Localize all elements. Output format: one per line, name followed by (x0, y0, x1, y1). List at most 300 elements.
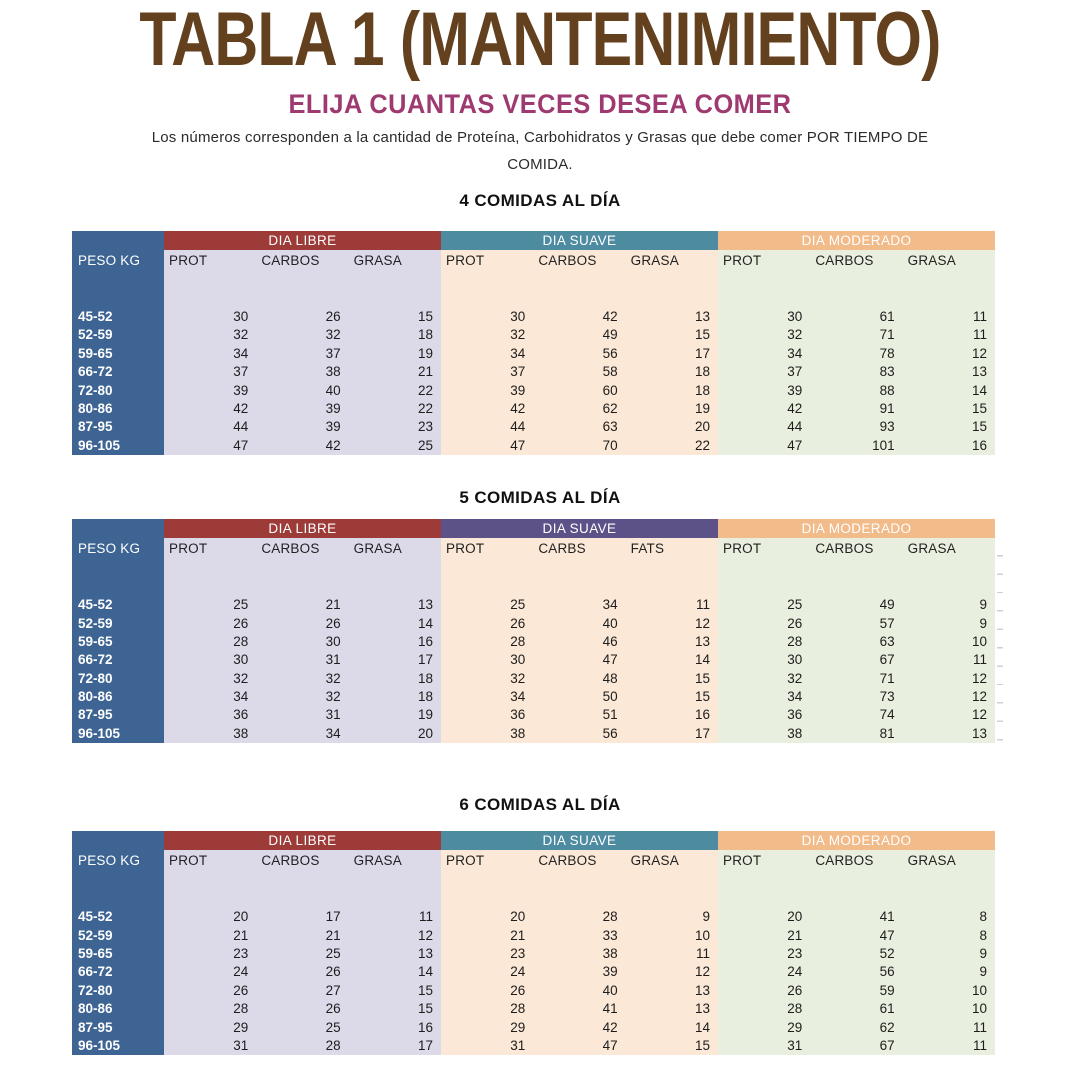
gap-cell (718, 872, 995, 908)
value-cell: 31 (256, 651, 348, 669)
value-cell: 34 (533, 596, 625, 614)
value-cell: 11 (626, 596, 718, 614)
value-cell: 25 (718, 596, 810, 614)
value-cell: 25 (256, 1019, 348, 1037)
value-cell: 23 (441, 945, 533, 963)
value-cell: 42 (441, 400, 533, 418)
value-cell: 9 (903, 615, 995, 633)
value-cell: 58 (533, 363, 625, 381)
value-cell: 30 (441, 651, 533, 669)
weight-range-cell: 72-80 (72, 670, 164, 688)
value-cell: 28 (718, 1000, 810, 1018)
value-cell: 40 (256, 382, 348, 400)
value-cell: 36 (441, 706, 533, 724)
value-cell: 39 (533, 963, 625, 981)
value-cell: 30 (164, 308, 256, 326)
weight-range-cell: 59-65 (72, 633, 164, 651)
value-cell: 28 (718, 633, 810, 651)
page-title: TABLA 1 (MANTENIMIENTO) (139, 0, 941, 82)
value-cell: 40 (533, 615, 625, 633)
value-cell: 42 (533, 1019, 625, 1037)
day-band-header: DIA LIBRE (164, 831, 441, 850)
value-cell: 38 (256, 363, 348, 381)
value-cell: 26 (256, 1000, 348, 1018)
day-band-header: DIA LIBRE (164, 519, 441, 538)
value-cell: 32 (441, 326, 533, 344)
value-cell: 16 (903, 437, 995, 455)
value-cell: 9 (903, 945, 995, 963)
value-cell: 17 (626, 345, 718, 363)
value-cell: 26 (441, 982, 533, 1000)
value-cell: 13 (349, 596, 441, 614)
value-cell: 17 (626, 725, 718, 743)
value-cell: 11 (903, 651, 995, 669)
weight-range-cell: 80-86 (72, 688, 164, 706)
value-cell: 93 (810, 418, 902, 436)
value-cell: 56 (810, 963, 902, 981)
column-header: PROT (718, 538, 810, 560)
value-cell: 15 (626, 326, 718, 344)
value-cell: 44 (718, 418, 810, 436)
value-cell: 47 (164, 437, 256, 455)
nutrition-table-6-comidas (72, 831, 995, 1055)
value-cell: 63 (810, 633, 902, 651)
column-header: PROT (718, 250, 810, 272)
value-cell: 14 (349, 615, 441, 633)
value-cell: 13 (903, 725, 995, 743)
table-heading-5-comidas: 5 COMIDAS AL DÍA (459, 488, 621, 508)
value-cell: 57 (810, 615, 902, 633)
weight-range-cell: 66-72 (72, 363, 164, 381)
weight-range-cell: 96-105 (72, 725, 164, 743)
weight-range-cell: 52-59 (72, 615, 164, 633)
value-cell: 74 (810, 706, 902, 724)
value-cell: 16 (349, 1019, 441, 1037)
column-header: PROT (441, 250, 533, 272)
weight-range-cell: 80-86 (72, 1000, 164, 1018)
value-cell: 31 (256, 706, 348, 724)
gap-cell (441, 560, 718, 596)
value-cell: 38 (164, 725, 256, 743)
column-header: GRASA (626, 250, 718, 272)
day-band-header: DIA SUAVE (441, 831, 718, 850)
value-cell: 10 (903, 1000, 995, 1018)
value-cell: 32 (256, 670, 348, 688)
value-cell: 25 (349, 437, 441, 455)
value-cell: 18 (349, 670, 441, 688)
value-cell: 19 (349, 345, 441, 363)
column-header: CARBOS (533, 850, 625, 872)
value-cell: 26 (718, 615, 810, 633)
value-cell: 31 (718, 1037, 810, 1055)
value-cell: 14 (626, 651, 718, 669)
value-cell: 15 (626, 688, 718, 706)
value-cell: 20 (441, 908, 533, 926)
value-cell: 24 (718, 963, 810, 981)
day-band-header: DIA SUAVE (441, 231, 718, 250)
value-cell: 21 (718, 927, 810, 945)
value-cell: 32 (164, 670, 256, 688)
value-cell: 13 (626, 1000, 718, 1018)
value-cell: 60 (533, 382, 625, 400)
value-cell: 34 (256, 725, 348, 743)
weight-range-cell: 80-86 (72, 400, 164, 418)
value-cell: 30 (164, 651, 256, 669)
value-cell: 31 (164, 1037, 256, 1055)
value-cell: 28 (441, 1000, 533, 1018)
value-cell: 10 (903, 633, 995, 651)
value-cell: 39 (256, 418, 348, 436)
value-cell: 23 (718, 945, 810, 963)
value-cell: 59 (810, 982, 902, 1000)
value-cell: 29 (441, 1019, 533, 1037)
value-cell: 42 (164, 400, 256, 418)
value-cell: 15 (903, 418, 995, 436)
value-cell: 8 (903, 927, 995, 945)
value-cell: 23 (164, 945, 256, 963)
value-cell: 16 (626, 706, 718, 724)
value-cell: 18 (626, 382, 718, 400)
value-cell: 13 (349, 945, 441, 963)
corner-cell (72, 831, 164, 850)
value-cell: 8 (903, 908, 995, 926)
weight-range-cell: 87-95 (72, 1019, 164, 1037)
value-cell: 34 (718, 688, 810, 706)
value-cell: 26 (164, 982, 256, 1000)
value-cell: 14 (349, 963, 441, 981)
column-header: GRASA (626, 850, 718, 872)
value-cell: 34 (441, 345, 533, 363)
value-cell: 17 (349, 651, 441, 669)
gap-cell (72, 272, 164, 308)
value-cell: 36 (718, 706, 810, 724)
value-cell: 26 (256, 615, 348, 633)
column-header: GRASA (349, 538, 441, 560)
column-header: PROT (164, 850, 256, 872)
weight-range-cell: 72-80 (72, 382, 164, 400)
value-cell: 15 (903, 400, 995, 418)
value-cell: 11 (626, 945, 718, 963)
value-cell: 71 (810, 670, 902, 688)
value-cell: 37 (441, 363, 533, 381)
value-cell: 28 (441, 633, 533, 651)
value-cell: 36 (164, 706, 256, 724)
value-cell: 20 (349, 725, 441, 743)
column-header: PROT (441, 538, 533, 560)
value-cell: 56 (533, 345, 625, 363)
value-cell: 83 (810, 363, 902, 381)
column-header: GRASA (903, 538, 995, 560)
value-cell: 19 (626, 400, 718, 418)
column-header: CARBS (533, 538, 625, 560)
weight-range-cell: 45-52 (72, 908, 164, 926)
column-header: GRASA (349, 250, 441, 272)
corner-cell (72, 231, 164, 250)
value-cell: 9 (903, 596, 995, 614)
value-cell: 38 (441, 725, 533, 743)
column-header: CARBOS (256, 538, 348, 560)
gap-cell (718, 272, 995, 308)
value-cell: 81 (810, 725, 902, 743)
column-header: CARBOS (256, 850, 348, 872)
value-cell: 12 (903, 670, 995, 688)
value-cell: 40 (533, 982, 625, 1000)
value-cell: 47 (441, 437, 533, 455)
weight-range-cell: 45-52 (72, 596, 164, 614)
weight-range-cell: 52-59 (72, 927, 164, 945)
peso-kg-header: PESO KG (72, 538, 164, 560)
value-cell: 67 (810, 1037, 902, 1055)
gap-cell (441, 872, 718, 908)
value-cell: 32 (441, 670, 533, 688)
gap-cell (164, 872, 441, 908)
value-cell: 56 (533, 725, 625, 743)
value-cell: 39 (164, 382, 256, 400)
value-cell: 44 (441, 418, 533, 436)
column-header: PROT (718, 850, 810, 872)
value-cell: 26 (164, 615, 256, 633)
gap-cell (72, 872, 164, 908)
value-cell: 51 (533, 706, 625, 724)
page-subtitle: ELIJA CUANTAS VECES DESEA COMER (288, 89, 792, 119)
column-header: CARBOS (810, 250, 902, 272)
value-cell: 52 (810, 945, 902, 963)
gap-cell (718, 560, 995, 596)
value-cell: 24 (441, 963, 533, 981)
column-header: CARBOS (810, 850, 902, 872)
weight-range-cell: 52-59 (72, 326, 164, 344)
value-cell: 30 (718, 651, 810, 669)
value-cell: 32 (256, 326, 348, 344)
day-band-header: DIA LIBRE (164, 231, 441, 250)
column-header: PROT (164, 250, 256, 272)
column-header: FATS (626, 538, 718, 560)
gap-cell (72, 560, 164, 596)
value-cell: 49 (810, 596, 902, 614)
value-cell: 22 (349, 400, 441, 418)
value-cell: 48 (533, 670, 625, 688)
value-cell: 42 (533, 308, 625, 326)
value-cell: 24 (164, 963, 256, 981)
value-cell: 20 (718, 908, 810, 926)
value-cell: 28 (256, 1037, 348, 1055)
value-cell: 21 (256, 596, 348, 614)
weight-range-cell: 59-65 (72, 345, 164, 363)
value-cell: 39 (718, 382, 810, 400)
value-cell: 25 (441, 596, 533, 614)
value-cell: 21 (256, 927, 348, 945)
weight-range-cell: 66-72 (72, 651, 164, 669)
column-header: CARBOS (533, 250, 625, 272)
value-cell: 32 (718, 670, 810, 688)
value-cell: 15 (349, 1000, 441, 1018)
value-cell: 22 (349, 382, 441, 400)
value-cell: 32 (164, 326, 256, 344)
nutrition-table-5-comidas (72, 519, 995, 743)
value-cell: 39 (256, 400, 348, 418)
weight-range-cell: 66-72 (72, 963, 164, 981)
value-cell: 41 (533, 1000, 625, 1018)
value-cell: 63 (533, 418, 625, 436)
day-band-header: DIA MODERADO (718, 519, 995, 538)
day-band-header: DIA MODERADO (718, 231, 995, 250)
value-cell: 49 (533, 326, 625, 344)
peso-kg-header: PESO KG (72, 250, 164, 272)
value-cell: 27 (256, 982, 348, 1000)
weight-range-cell: 87-95 (72, 418, 164, 436)
value-cell: 33 (533, 927, 625, 945)
value-cell: 38 (718, 725, 810, 743)
value-cell: 50 (533, 688, 625, 706)
column-header: PROT (164, 538, 256, 560)
value-cell: 37 (718, 363, 810, 381)
value-cell: 47 (718, 437, 810, 455)
value-cell: 19 (349, 706, 441, 724)
value-cell: 18 (349, 688, 441, 706)
value-cell: 16 (349, 633, 441, 651)
value-cell: 42 (718, 400, 810, 418)
value-cell: 26 (441, 615, 533, 633)
value-cell: 62 (533, 400, 625, 418)
value-cell: 47 (533, 651, 625, 669)
value-cell: 12 (626, 963, 718, 981)
column-header: CARBOS (810, 538, 902, 560)
weight-range-cell: 96-105 (72, 437, 164, 455)
value-cell: 41 (810, 908, 902, 926)
value-cell: 18 (349, 326, 441, 344)
corner-cell (72, 519, 164, 538)
value-cell: 38 (533, 945, 625, 963)
column-header: PROT (441, 850, 533, 872)
value-cell: 22 (626, 437, 718, 455)
weight-range-cell: 59-65 (72, 945, 164, 963)
value-cell: 34 (718, 345, 810, 363)
value-cell: 34 (164, 345, 256, 363)
column-header: GRASA (349, 850, 441, 872)
value-cell: 11 (903, 1019, 995, 1037)
value-cell: 47 (810, 927, 902, 945)
value-cell: 91 (810, 400, 902, 418)
value-cell: 26 (718, 982, 810, 1000)
value-cell: 30 (441, 308, 533, 326)
value-cell: 12 (626, 615, 718, 633)
value-cell: 15 (349, 308, 441, 326)
value-cell: 88 (810, 382, 902, 400)
value-cell: 25 (256, 945, 348, 963)
value-cell: 31 (441, 1037, 533, 1055)
value-cell: 9 (626, 908, 718, 926)
value-cell: 15 (626, 1037, 718, 1055)
value-cell: 12 (903, 345, 995, 363)
value-cell: 32 (718, 326, 810, 344)
value-cell: 15 (349, 982, 441, 1000)
page-description: Los números corresponden a la cantidad de Proteína, Carbohidratos y Grasas que debe comer POR TIEMPO DE COMIDA. (151, 129, 929, 173)
value-cell: 18 (626, 363, 718, 381)
value-cell: 61 (810, 308, 902, 326)
value-cell: 10 (626, 927, 718, 945)
column-header: CARBOS (256, 250, 348, 272)
column-header: GRASA (903, 250, 995, 272)
value-cell: 13 (903, 363, 995, 381)
value-cell: 14 (903, 382, 995, 400)
value-cell: 12 (903, 706, 995, 724)
value-cell: 15 (626, 670, 718, 688)
peso-kg-header: PESO KG (72, 850, 164, 872)
value-cell: 11 (349, 908, 441, 926)
value-cell: 23 (349, 418, 441, 436)
value-cell: 46 (533, 633, 625, 651)
gap-cell (164, 272, 441, 308)
value-cell: 32 (256, 688, 348, 706)
value-cell: 10 (903, 982, 995, 1000)
value-cell: 17 (256, 908, 348, 926)
weight-range-cell: 45-52 (72, 308, 164, 326)
value-cell: 14 (626, 1019, 718, 1037)
value-cell: 34 (164, 688, 256, 706)
weight-range-cell: 87-95 (72, 706, 164, 724)
table-heading-4-comidas: 4 COMIDAS AL DÍA (459, 191, 621, 210)
value-cell: 20 (164, 908, 256, 926)
value-cell: 78 (810, 345, 902, 363)
value-cell: 44 (164, 418, 256, 436)
value-cell: 28 (533, 908, 625, 926)
value-cell: 67 (810, 651, 902, 669)
value-cell: 20 (626, 418, 718, 436)
gap-cell (164, 560, 441, 596)
value-cell: 29 (164, 1019, 256, 1037)
value-cell: 30 (256, 633, 348, 651)
value-cell: 73 (810, 688, 902, 706)
value-cell: 26 (256, 308, 348, 326)
value-cell: 25 (164, 596, 256, 614)
value-cell: 34 (441, 688, 533, 706)
value-cell: 11 (903, 326, 995, 344)
value-cell: 11 (903, 308, 995, 326)
value-cell: 13 (626, 982, 718, 1000)
value-cell: 62 (810, 1019, 902, 1037)
value-cell: 26 (256, 963, 348, 981)
value-cell: 37 (164, 363, 256, 381)
column-header: GRASA (903, 850, 995, 872)
weight-range-cell: 72-80 (72, 982, 164, 1000)
nutrition-table-4-comidas (72, 231, 995, 455)
day-band-header: DIA SUAVE (441, 519, 718, 538)
value-cell: 30 (718, 308, 810, 326)
value-cell: 9 (903, 963, 995, 981)
gap-cell (441, 272, 718, 308)
value-cell: 71 (810, 326, 902, 344)
table-heading-6-comidas: 6 COMIDAS AL DÍA (459, 795, 621, 815)
value-cell: 47 (533, 1037, 625, 1055)
day-band-header: DIA MODERADO (718, 831, 995, 850)
value-cell: 13 (626, 633, 718, 651)
value-cell: 61 (810, 1000, 902, 1018)
value-cell: 42 (256, 437, 348, 455)
value-cell: 29 (718, 1019, 810, 1037)
value-cell: 11 (903, 1037, 995, 1055)
value-cell: 12 (349, 927, 441, 945)
value-cell: 37 (256, 345, 348, 363)
weight-range-cell: 96-105 (72, 1037, 164, 1055)
value-cell: 21 (441, 927, 533, 945)
value-cell: 101 (810, 437, 902, 455)
value-cell: 13 (626, 308, 718, 326)
value-cell: 21 (164, 927, 256, 945)
value-cell: 28 (164, 633, 256, 651)
value-cell: 12 (903, 688, 995, 706)
value-cell: 70 (533, 437, 625, 455)
value-cell: 28 (164, 1000, 256, 1018)
